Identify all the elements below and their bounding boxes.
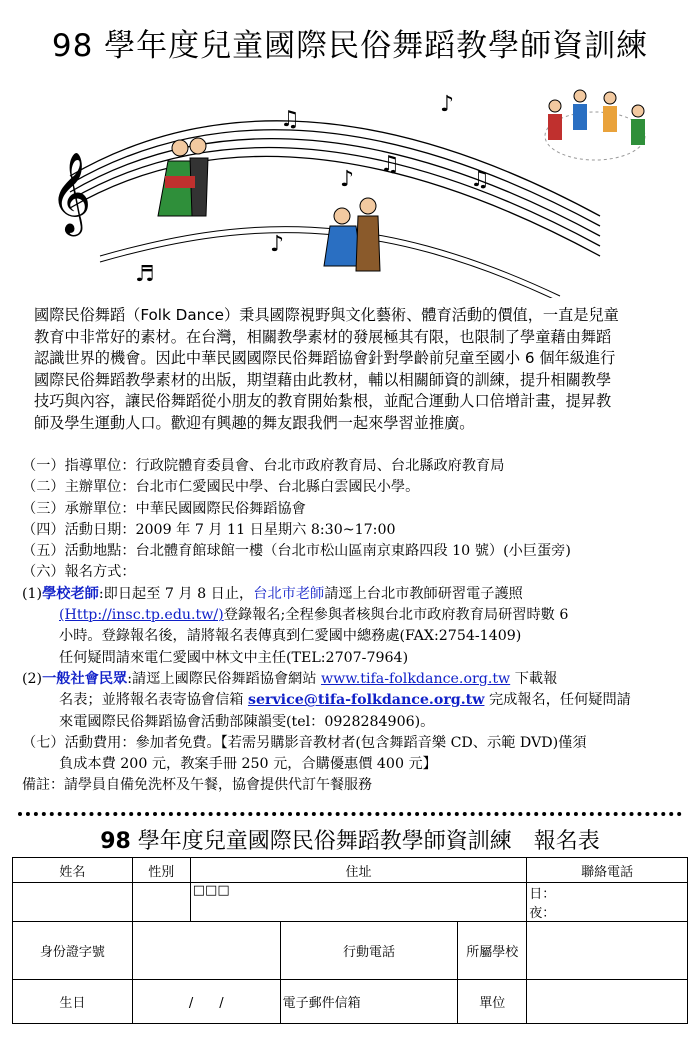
svg-text:♪: ♪ bbox=[270, 232, 285, 257]
form-title: 98 學年度兒童國際民俗舞蹈教學師資訓練 報名表 bbox=[100, 829, 600, 854]
birthday-label: 生日 bbox=[13, 980, 133, 1024]
signup-teachers: (1)學校老師:即日起至 7 月 8 日止，台北市老師請逕上台北市教師研習電子護照 bbox=[22, 585, 523, 602]
dance-music-illustration bbox=[40, 66, 670, 298]
svg-text:♪: ♪ bbox=[440, 92, 455, 117]
event-details: （一）指導單位：行政院體育委員會、台北市政府教育局、台北縣政府教育局 （二）主辦單位：台北市仁愛國民中學、台北縣白雲國民小學。 （三）承辦單位：中華民國國際民俗舞蹈協會 （四）活動日期：2009 年 7 月 11 日星期六 8:30~17:00 （五）活動地點：台北體育館球館一樓（台北市松山區南京東路四段 10 號）(小巨蛋旁) （六）報名方式： (1)學校老師:即日起至 7 月 8 日止，台北市老師請逕上台北市教師研習電子護照 (Http://insc.tp.edu.tw/)登錄報名;全程參與者核與台北市政府教育局研習時數 6 小時。登錄報名後，請將報名表傳真到仁愛國中總務處(FAX:2754-1409) 任何疑問請來電仁愛國中林文中主任(TEL:2707-7964) (2)一般社會民眾:請逕上國際民俗舞蹈協會網站 www.tifa-folkdance.org.tw 下載報 名表；並將報名表寄協會信箱 service@tifa-folkdance.org.tw 完成報名，任何疑問請 來電國際民俗舞蹈協會活動部陳韻雯(tel：0928284906)。 （七）活動費用：參加者免費。【若需另購影音教材者(包含舞蹈音樂 CD、示範 DVD)僅須 負成本費 200 元，教案手冊 250 元，合購優惠價 400 元】 備註：請學員自備免洗杯及午餐，協會提供代訂午餐服務 bbox=[22, 456, 682, 797]
dancing-couple-icon bbox=[158, 138, 208, 216]
signup-public: (2)一般社會民眾:請逕上國際民俗舞蹈協會網站 www.tifa-folkdance.org.tw 下載報 bbox=[22, 670, 558, 687]
id-number-label: 身份證字號 bbox=[13, 922, 133, 980]
guidance-unit: （一）指導單位：行政院體育委員會、台北市政府教育局、台北縣政府教育局 bbox=[22, 458, 505, 474]
svg-text:♪: ♪ bbox=[340, 167, 355, 192]
address-field[interactable] bbox=[190, 883, 526, 922]
event-venue: （五）活動地點：台北體育館球館一樓（台北市松山區南京東路四段 10 號）(小巨蛋旁) bbox=[22, 543, 571, 560]
svg-text:♬: ♬ bbox=[135, 262, 155, 287]
address-header: 住址 bbox=[190, 858, 526, 883]
mobile-label: 行動電話 bbox=[280, 922, 458, 980]
signup-heading: （六）報名方式： bbox=[22, 564, 136, 581]
association-website-link[interactable]: www.tifa-folkdance.org.tw bbox=[320, 670, 511, 687]
circle-dancers-icon bbox=[545, 90, 645, 160]
event-date: （四）活動日期：2009 年 7 月 11 日星期六 8:30~17:00 bbox=[22, 521, 396, 538]
dotted-divider bbox=[18, 812, 682, 816]
gender-header: 性別 bbox=[132, 858, 190, 883]
unit-field[interactable] bbox=[527, 980, 688, 1024]
event-fee: （七）活動費用：參加者免費。【若需另購影音教材者(包含舞蹈音樂 CD、示範 DVD)僅須 bbox=[22, 734, 587, 751]
page-title: 98 學年度兒童國際民俗舞蹈教學師資訓練 bbox=[51, 28, 649, 64]
introduction-paragraph: 國際民俗舞蹈（Folk Dance）秉具國際視野與文化藝術、體育活動的價值，一直是兒童 教育中非常好的素材。在台灣，相關教學素材的發展極其有限，也限制了學童藉由舞蹈 認識世界的機會。因此中華民國國際民俗舞蹈協會針對學齡前兒童至國小 6 個年級進行 國際民俗舞蹈教學素材的出版，期望藉由此教材，輔以相關師資的訓練，提升相關教學 技巧與內容，讓民俗舞蹈從小朋友的教育開始紮根，並配合運動人口倍增計畫，提昇教 師及學生運動人口。歡迎有興趣的舞友跟我們一起來學習並推廣。 bbox=[34, 306, 619, 432]
school-label: 所屬學校 bbox=[458, 922, 527, 980]
school-field[interactable] bbox=[527, 922, 688, 980]
phone-header: 聯絡電話 bbox=[527, 858, 688, 883]
gender-field[interactable] bbox=[132, 883, 190, 922]
email-label: 電子郵件信箱 bbox=[280, 980, 458, 1024]
remark: 備註：請學員自備免洗杯及午餐，協會提供代訂午餐服務 bbox=[22, 777, 372, 794]
registration-form bbox=[12, 857, 688, 1024]
id-number-field[interactable] bbox=[132, 922, 280, 980]
host-unit: （二）主辦單位：台北市仁愛國民中學、台北縣白雲國民小學。 bbox=[22, 479, 420, 496]
name-field[interactable] bbox=[13, 883, 133, 922]
night-phone-label: 夜： bbox=[529, 906, 556, 921]
zip-code-boxes[interactable]: □□□ bbox=[192, 883, 230, 898]
svg-text:♫: ♫ bbox=[470, 167, 490, 192]
treble-clef-icon: 𝄞 bbox=[50, 151, 92, 233]
association-email-link[interactable]: service@tifa-folkdance.org.tw bbox=[247, 692, 485, 709]
insc-link[interactable]: (Http://insc.tp.edu.tw/) bbox=[59, 607, 224, 624]
birthday-field[interactable]: / / bbox=[132, 980, 280, 1024]
day-phone-label: 日： bbox=[529, 887, 556, 902]
phone-field[interactable] bbox=[527, 883, 688, 922]
dancing-trio-icon bbox=[324, 198, 380, 271]
name-header: 姓名 bbox=[13, 858, 133, 883]
unit-label: 單位 bbox=[458, 980, 527, 1024]
svg-text:♫: ♫ bbox=[280, 107, 300, 132]
svg-text:♫: ♫ bbox=[380, 152, 400, 177]
organizer-unit: （三）承辦單位：中華民國國際民俗舞蹈協會 bbox=[22, 500, 306, 517]
